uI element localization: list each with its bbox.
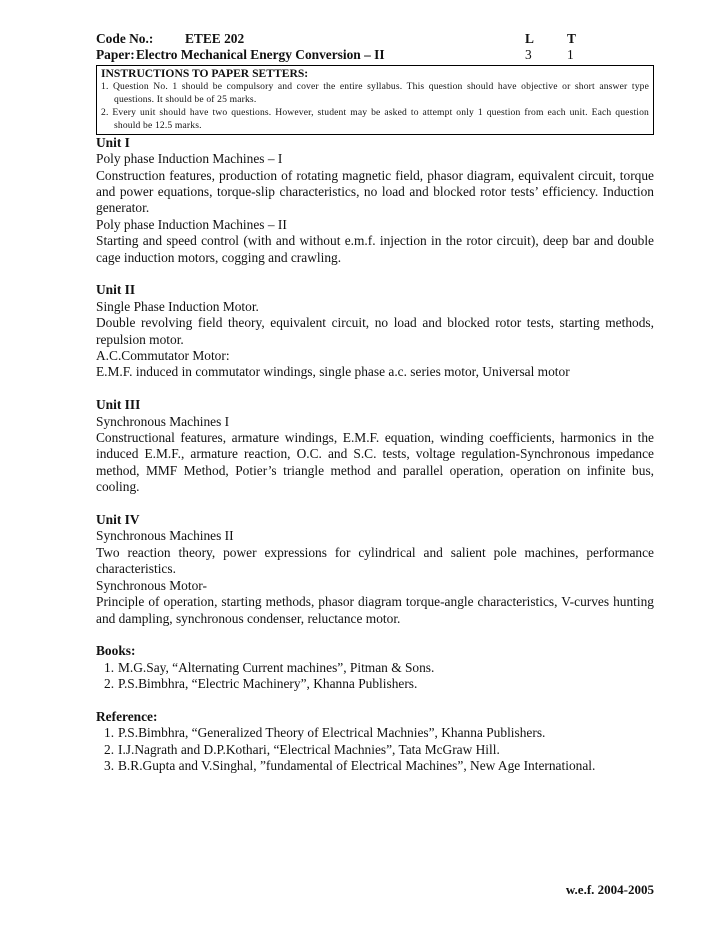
- header-code-row: [96, 31, 654, 47]
- t-value: 1: [567, 47, 574, 63]
- instruction-item: 1. Question No. 1 should be compulsory and cover the entire syllabus. This question should have objective or short answer type questions. It should be of 25 marks.: [101, 80, 649, 105]
- instruction-item: 2. Every unit should have two questions. However, student may be asked to attempt only 1 question from each unit. Each question should be 12.5 marks.: [101, 106, 649, 131]
- instructions-box: [96, 65, 654, 135]
- unit-content: E.M.F. induced in commutator windings, single phase a.c. series motor, Universal motor: [96, 364, 570, 380]
- instructions-title: INSTRUCTIONS TO PAPER SETTERS:: [101, 66, 309, 80]
- code-value: ETEE 202: [185, 31, 245, 46]
- unit-subheading: Single Phase Induction Motor.: [96, 298, 259, 314]
- unit-content: Principle of operation, starting methods, phasor diagram torque-angle characteristics, V-curves hunting and dampling, synchronous condenser, reluctance motor.: [96, 594, 654, 626]
- book-item: 1. M.G.Say, “Alternating Current machines”, Pitman & Sons.: [104, 659, 435, 675]
- unit-subheading: Synchronous Machines II: [96, 528, 234, 544]
- book-item: 2. P.S.Bimbhra, “Electric Machinery”, Khanna Publishers.: [104, 676, 418, 692]
- reference-text: B.R.Gupta and V.Singhal, ”fundamental of Electrical Machines”, New Age International.: [118, 758, 596, 774]
- unit-3: [96, 397, 654, 495]
- unit-subheading: Poly phase Induction Machines – I: [96, 151, 283, 167]
- t-label: T: [567, 31, 576, 46]
- reference-list: [96, 725, 654, 774]
- wef-footer: w.e.f. 2004-2005: [565, 882, 654, 897]
- unit-title: Unit II: [96, 282, 136, 298]
- unit-content: Construction features, production of rotating magnetic field, phasor diagram, equivalent circuit, torque and power equations, torque-slip characteristics, no load and blocked rotor tests’ efficiency. Induction generator.: [96, 167, 654, 216]
- reference-item: 3. B.R.Gupta and V.Singhal, ”fundamental of Electrical Machines”, New Age International.: [104, 758, 596, 774]
- books-section: [96, 643, 654, 692]
- paper-label: Paper:: [96, 47, 135, 63]
- unit-title: Unit IV: [96, 512, 140, 528]
- unit-content: Double revolving field theory, equivalent circuit, no load and blocked rotor tests, starting methods, repulsion motor.: [96, 315, 654, 347]
- unit-4: [96, 512, 654, 627]
- reference-item: 2. I.J.Nagrath and D.P.Kothari, “Electrical Machnies”, Tata McGraw Hill.: [104, 741, 500, 757]
- reference-text: I.J.Nagrath and D.P.Kothari, “Electrical Machnies”, Tata McGraw Hill.: [118, 741, 500, 757]
- book-text: P.S.Bimbhra, “Electric Machinery”, Khanna Publishers.: [118, 676, 418, 692]
- unit-content: Starting and speed control (with and without e.m.f. injection in the rotor circuit), deep bar and double cage induction motors, cogging and crawling.: [96, 233, 654, 265]
- code-label: Code No.:: [96, 31, 154, 46]
- l-label: L: [525, 31, 534, 46]
- unit-title: Unit III: [96, 397, 141, 413]
- instructions-list: [101, 80, 649, 132]
- unit-subheading: Synchronous Motor-: [96, 577, 207, 593]
- unit-title: Unit I: [96, 134, 130, 150]
- unit-subheading: Poly phase Induction Machines – II: [96, 216, 287, 232]
- books-list: [96, 660, 654, 693]
- unit-subheading: Synchronous Machines I: [96, 413, 230, 429]
- unit-content: Two reaction theory, power expressions for cylindrical and salient pole machines, performance characteristics.: [96, 544, 654, 577]
- unit-subheading: A.C.Commutator Motor:: [96, 348, 230, 364]
- unit-2: [96, 282, 654, 380]
- reference-item: 1. P.S.Bimbhra, “Generalized Theory of Electrical Machnies”, Khanna Publishers.: [104, 725, 546, 741]
- books-title: Books:: [96, 643, 136, 659]
- unit-content: Constructional features, armature windings, E.M.F. equation, winding coefficients, harmonics in the induced E.M.F., armature reaction, O.C. and S.C. tests, voltage regulation-Synchronous impedance method, MMF Method, Potier’s triangle method and parallel operation, operation on infinite bus, cooling.: [96, 430, 654, 495]
- reference-section: [96, 709, 654, 775]
- syllabus-page: [96, 31, 654, 775]
- reference-text: P.S.Bimbhra, “Generalized Theory of Electrical Machnies”, Khanna Publishers.: [118, 725, 546, 741]
- reference-title: Reference:: [96, 708, 158, 724]
- unit-1: [96, 135, 654, 266]
- book-text: M.G.Say, “Alternating Current machines”, Pitman & Sons.: [118, 659, 435, 675]
- l-value: 3: [525, 47, 532, 63]
- header-paper-row: [96, 47, 654, 63]
- paper-title: Electro Mechanical Energy Conversion – II: [136, 47, 385, 63]
